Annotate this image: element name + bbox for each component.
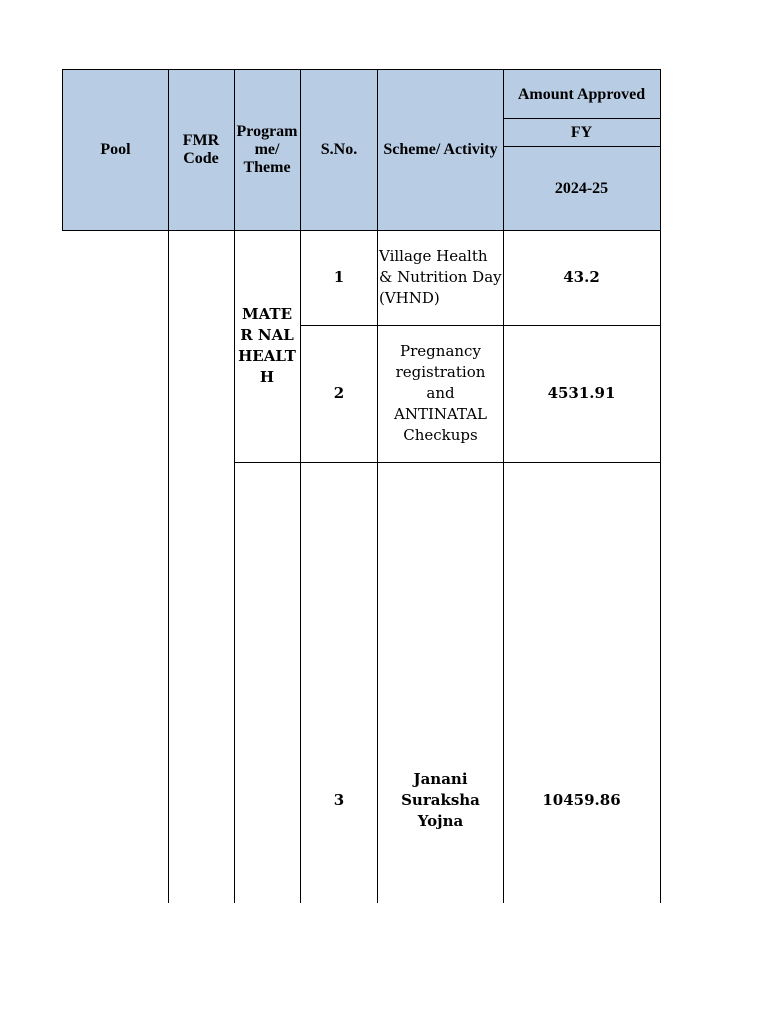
header-scheme-activity-label: Scheme/ Activity: [383, 141, 498, 158]
header-fy-label: FY: [570, 124, 593, 141]
row-1-sno-text: 1: [333, 268, 345, 286]
header-sno-label: S.No.: [320, 141, 358, 158]
row-2-sno: [300, 325, 378, 462]
row-1-activity: [378, 230, 503, 325]
programme-theme-text: MATER NAL HEALT H: [238, 305, 296, 386]
grid-line-right: [660, 69, 661, 903]
header-year: [503, 147, 660, 230]
grid-line-amount-fy: [503, 118, 661, 119]
header-fy: [503, 119, 660, 147]
row-1-amount-text: 43.2: [563, 268, 600, 286]
row-1-amount: [503, 230, 660, 325]
header-amount-approved-label: Amount Approved: [517, 85, 646, 103]
row-3-sno-text: 3: [333, 790, 345, 809]
grid-line-row-2: [234, 462, 661, 463]
row-1-activity-text: Village Health & Nutrition Day (VHND): [379, 247, 502, 307]
header-scheme-activity: [378, 70, 503, 230]
row-2-activity: [378, 325, 503, 462]
header-amount-approved: [503, 70, 660, 119]
grid-line-top: [62, 69, 661, 70]
row-2-amount: [503, 325, 660, 462]
row-3-activity: [378, 700, 503, 900]
header-pool-label: Pool: [100, 141, 131, 158]
grid-line-col-3: [300, 69, 301, 903]
grid-line-header-bottom: [62, 230, 661, 231]
row-2-amount-text: 4531.91: [547, 384, 616, 402]
grid-line-col-2: [234, 69, 235, 903]
header-year-label: 2024-25: [554, 179, 609, 197]
header-programme-theme: [234, 70, 300, 230]
grid-line-col-1: [168, 69, 169, 903]
row-2-sno-text: 2: [333, 384, 345, 402]
grid-line-col-5: [503, 69, 504, 903]
header-fmr-code: [168, 70, 234, 230]
header-programme-theme-label: Program me/ Theme: [236, 123, 298, 176]
grid-line-col-4: [377, 69, 378, 903]
row-3-activity-text: Janani Suraksha Yojna: [401, 769, 480, 830]
grid-line-row-1: [300, 325, 661, 326]
row-3-amount: [503, 700, 660, 900]
row-3-sno: [300, 700, 378, 900]
header-pool: [63, 70, 168, 230]
grid-line-fy-year: [503, 146, 661, 147]
grid-line-left: [62, 69, 63, 231]
header-sno: [300, 70, 378, 230]
programme-theme-cell: [234, 230, 300, 462]
row-3-amount-text: 10459.86: [542, 790, 621, 809]
header-fmr-code-label: FMR Code: [182, 132, 220, 167]
row-1-sno: [300, 230, 378, 325]
row-2-activity-text: Pregnancy registration and ANTINATAL Checkups: [393, 342, 487, 444]
